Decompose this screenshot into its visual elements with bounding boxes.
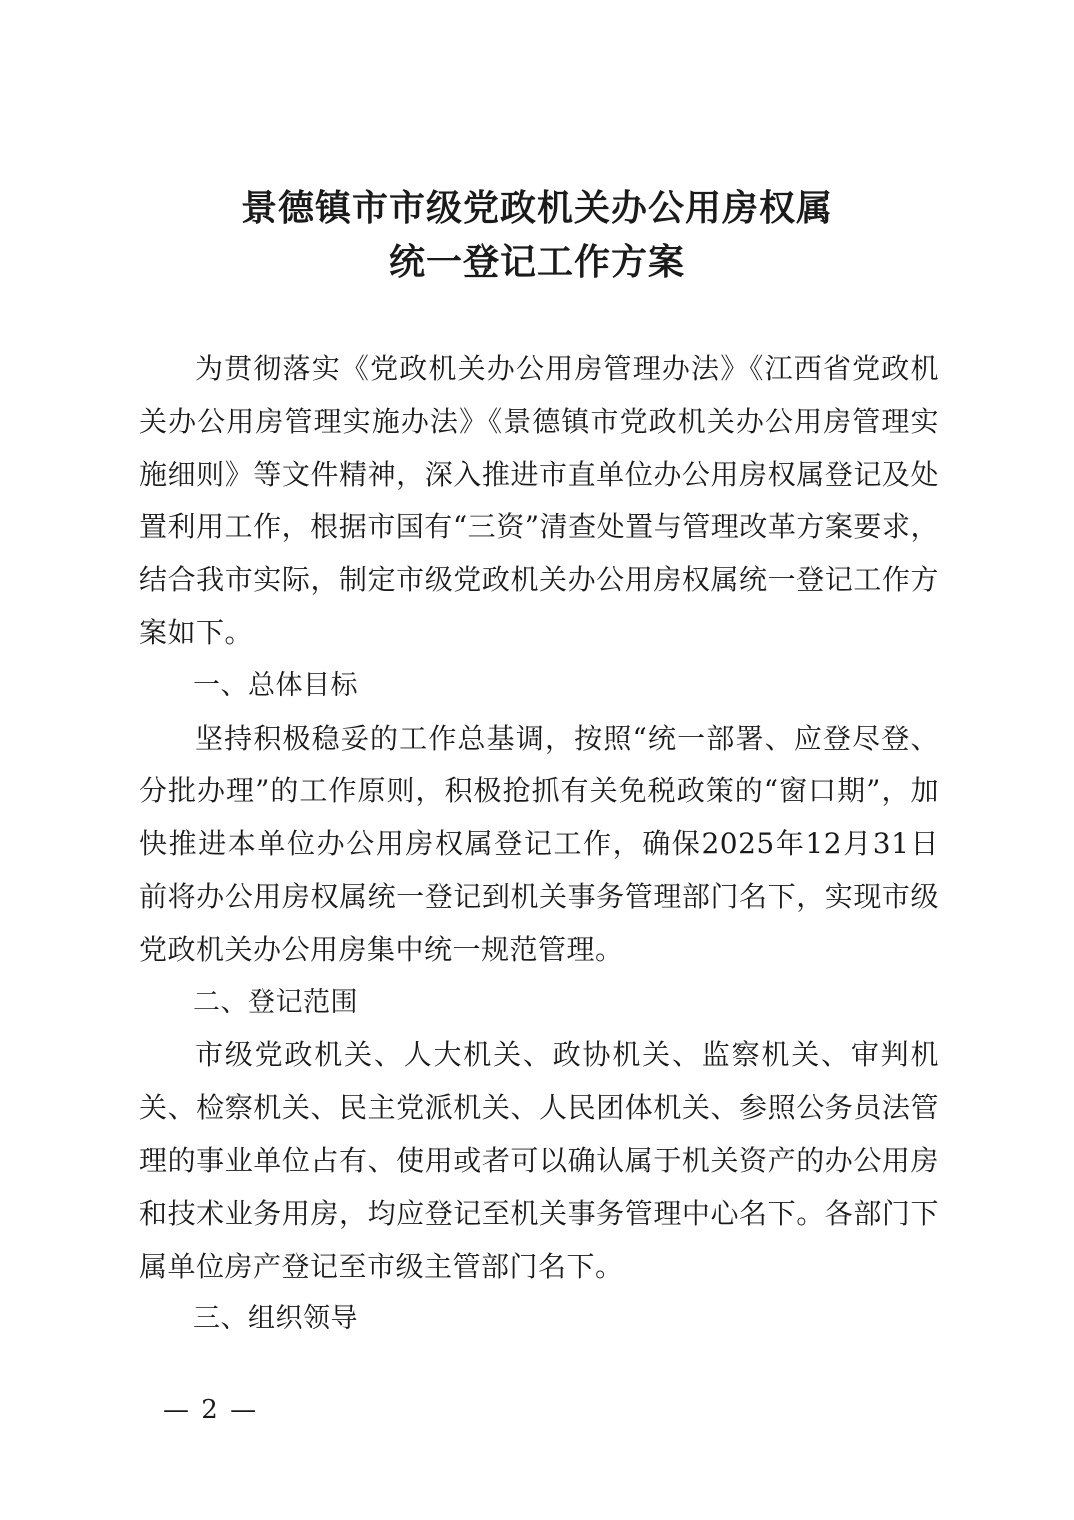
page-number: — 2 — <box>163 1395 259 1425</box>
document-body <box>139 343 939 1346</box>
goals-paragraph: 坚持积极稳妥的工作总基调，按照“统一部署、应登尽登、分批办理”的工作原则，积极抢抓有关免税政策的“窗口期”，加快推进本单位办公用房权属登记工作，确保2025年12月31日前将办公用房权属统一登记到机关事务管理部门名下，实现市级党政机关办公用房集中统一规范管理。 <box>139 721 939 966</box>
intro-paragraph: 为贯彻落实《党政机关办公用房管理办法》《江西省党政机关办公用房管理实施办法》《景德镇市党政机关办公用房管理实施细则》等文件精神，深入推进市直单位办公用房权属登记及处置利用工作，根据市国有“三资”清查处置与管理改革方案要求，结合我市实际，制定市级党政机关办公用房权属统一登记工作方案如下。 <box>139 352 939 649</box>
document-title-line2: 统一登记工作方案 <box>388 242 685 283</box>
section-heading-goals: 一、总体目标 <box>193 669 358 701</box>
section-heading-organization: 三、组织领导 <box>193 1303 358 1335</box>
scope-paragraph: 市级党政机关、人大机关、政协机关、监察机关、审判机关、检察机关、民主党派机关、人民团体机关、参照公务员法管理的事业单位占有、使用或者可以确认属于机关资产的办公用房和技术业务用房，均应登记至机关事务管理中心名下。各部门下属单位房产登记至市级主管部门名下。 <box>139 1038 939 1283</box>
section-heading-scope: 二、登记范围 <box>193 986 358 1018</box>
document-title-line1: 景德镇市市级党政机关办公用房权属 <box>240 188 833 229</box>
